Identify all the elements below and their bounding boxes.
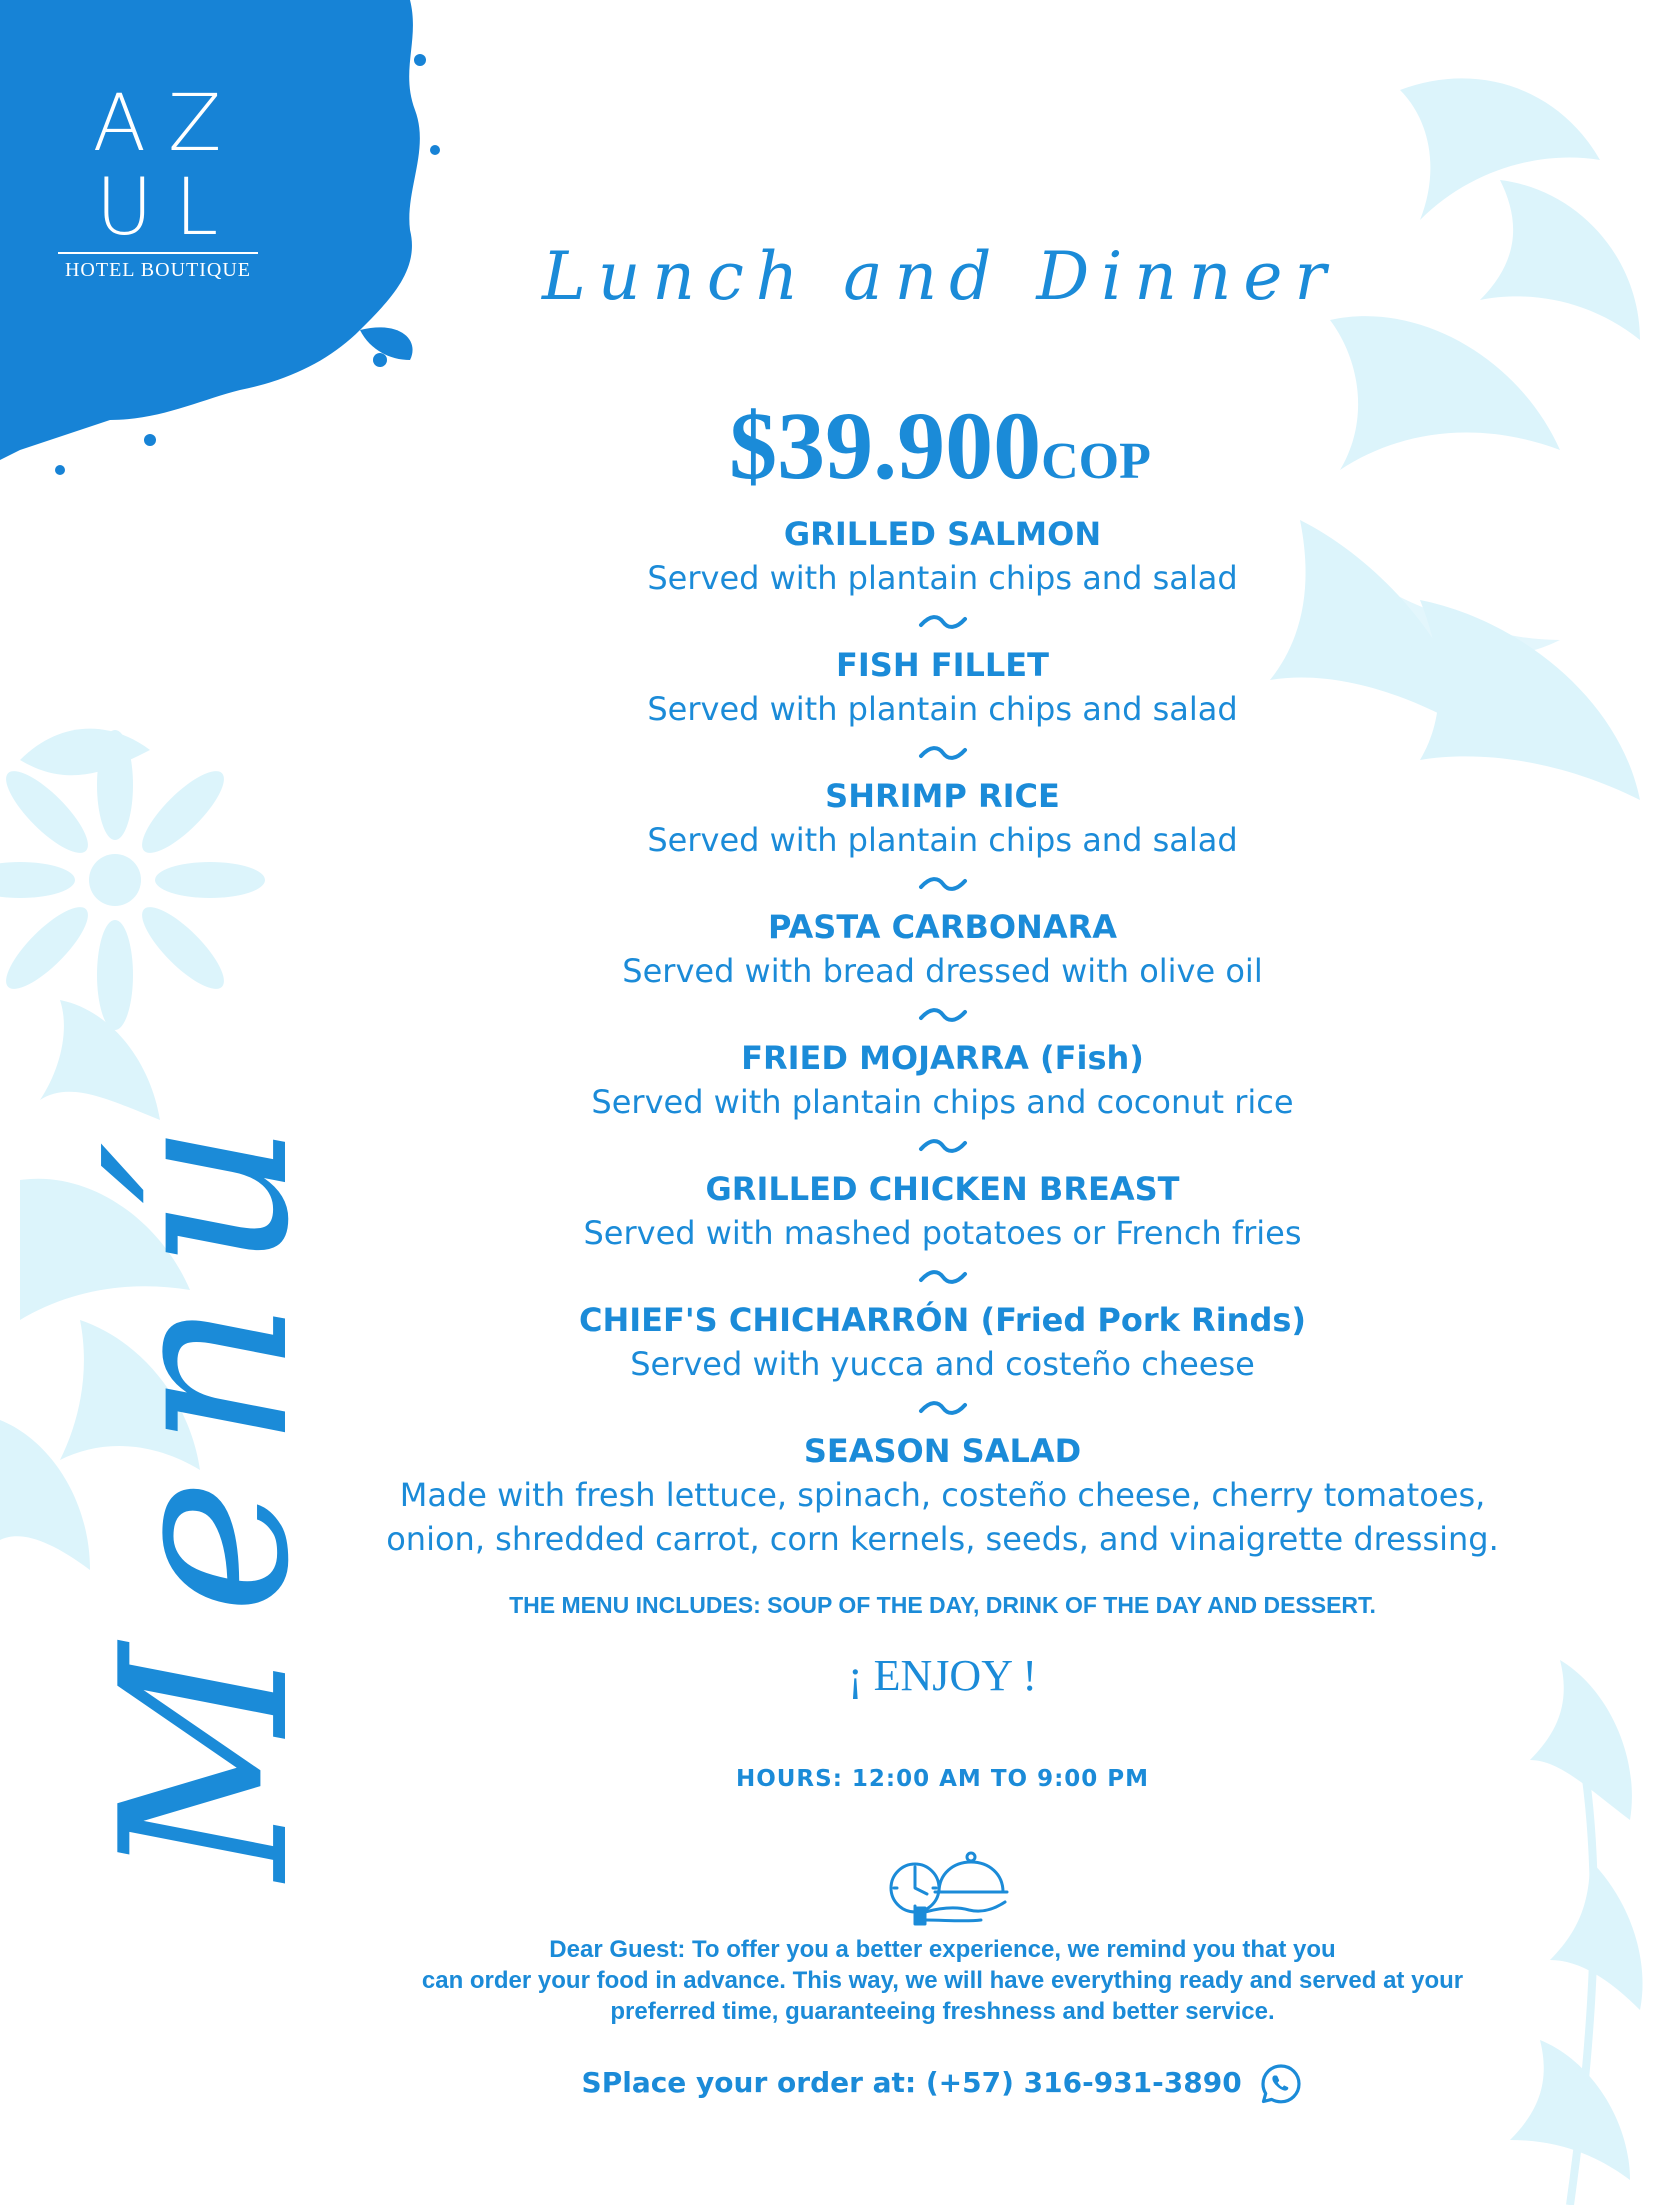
tilde-divider-icon: [290, 731, 1595, 774]
notice-line: preferred time, guaranteeing freshness and better service.: [610, 1998, 1275, 2025]
menu-item: [290, 1298, 1595, 1386]
tilde-divider-icon: [290, 862, 1595, 905]
tilde-divider-icon: [290, 993, 1595, 1036]
tilde-divider-icon: [290, 600, 1595, 643]
item-description: Served with bread dressed with olive oil: [622, 952, 1263, 990]
clock-cloche-icon: [885, 1840, 1015, 1930]
opening-hours: HOURS: 12:00 AM TO 9:00 PM: [735, 1766, 1150, 1792]
tilde-divider-icon: [290, 1386, 1595, 1429]
tilde-divider-icon: [290, 1124, 1595, 1167]
item-name: FISH FILLET: [836, 646, 1049, 684]
item-name: GRILLED SALMON: [783, 515, 1102, 553]
item-description: Served with mashed potatoes or French fries: [583, 1214, 1302, 1252]
item-name: CHIEF'S CHICHARRÓN (Fried Pork Rinds): [578, 1301, 1307, 1339]
menu-item: [290, 512, 1595, 600]
price-currency: COP: [1041, 433, 1151, 490]
advance-order-notice: [300, 1934, 1585, 2027]
item-name: GRILLED CHICKEN BREAST: [705, 1170, 1180, 1208]
menu-item: [290, 905, 1595, 993]
notice-line: can order your food in advance. This way, we will have everything ready and served at your: [421, 1967, 1464, 1994]
item-description: Served with plantain chips and salad: [647, 690, 1238, 728]
notice-line: Dear Guest: To offer you a better experience, we remind you that you: [549, 1936, 1336, 1963]
item-description: onion, shredded carrot, corn kernels, seeds, and vinaigrette dressing.: [386, 1520, 1499, 1558]
menu-item: [290, 774, 1595, 862]
item-description: Served with yucca and costeño cheese: [630, 1345, 1255, 1383]
menu-heading: Lunch and Dinner: [541, 238, 1339, 315]
whatsapp-icon[interactable]: [1259, 2062, 1303, 2106]
order-phone-text[interactable]: SPlace your order at: (+57) 316-931-3890: [581, 2066, 1242, 2099]
order-phone: [300, 2062, 1585, 2106]
tilde-divider-icon: [290, 1255, 1595, 1298]
enjoy-text: ¡ ENJOY !: [848, 1651, 1037, 1700]
menu-list: [290, 512, 1595, 1561]
logo-line-1: AZ: [92, 79, 244, 169]
menu-item: [290, 1167, 1595, 1255]
logo-subtitle: HOTEL BOUTIQUE: [58, 252, 258, 282]
item-name: SEASON SALAD: [803, 1432, 1082, 1470]
item-description: Served with plantain chips and salad: [647, 821, 1238, 859]
season-salad: [290, 1429, 1595, 1561]
hotel-logo: [58, 79, 258, 282]
item-description: Served with plantain chips and salad: [647, 559, 1238, 597]
menu-includes-note: THE MENU INCLUDES: SOUP OF THE DAY, DRINK OF THE DAY AND DESSERT.: [509, 1592, 1376, 1618]
item-name: SHRIMP RICE: [825, 777, 1060, 815]
side-title: Menú: [73, 1092, 340, 1880]
menu-item: [290, 1036, 1595, 1124]
item-name: FRIED MOJARRA (Fish): [741, 1039, 1144, 1077]
price-amount: $39.900: [729, 392, 1042, 499]
menu-price: [560, 390, 1320, 501]
item-description: Served with plantain chips and coconut rice: [591, 1083, 1294, 1121]
logo-line-2: UL: [95, 163, 241, 253]
item-description: Made with fresh lettuce, spinach, costeño cheese, cherry tomatoes,: [399, 1476, 1486, 1514]
menu-item: [290, 643, 1595, 731]
item-name: PASTA CARBONARA: [767, 908, 1117, 946]
